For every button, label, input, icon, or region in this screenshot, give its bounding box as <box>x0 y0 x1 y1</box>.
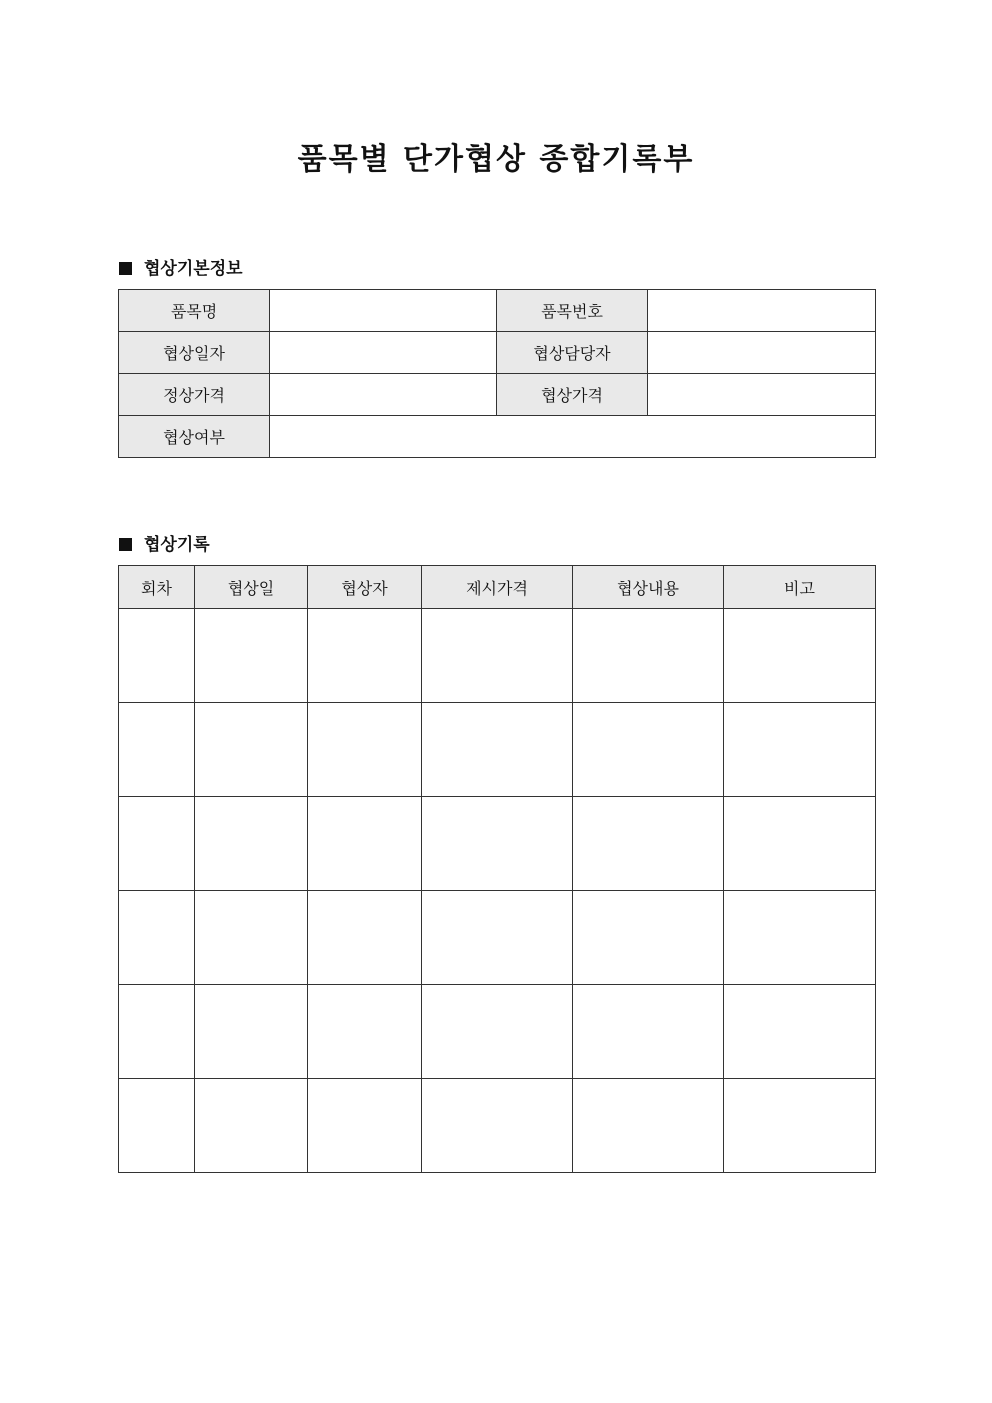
section-heading-label: 협상기록 <box>144 535 210 555</box>
table-cell[interactable] <box>724 703 876 797</box>
table-cell[interactable] <box>195 609 308 703</box>
regular-price-label: 정상가격 <box>119 374 270 416</box>
nego-price-label: 협상가격 <box>497 374 648 416</box>
table-row <box>119 374 876 416</box>
nego-status-label: 협상여부 <box>119 416 270 458</box>
basic-info-table <box>118 289 876 458</box>
page-title: 품목별 단가협상 종합기록부 <box>297 142 695 177</box>
table-cell[interactable] <box>119 703 195 797</box>
section-heading-label: 협상기본정보 <box>144 259 243 279</box>
table-cell[interactable] <box>119 609 195 703</box>
regular-price-field[interactable] <box>270 374 497 416</box>
table-row <box>119 891 876 985</box>
table-row <box>119 609 876 703</box>
square-bullet-icon <box>119 262 132 275</box>
table-cell[interactable] <box>308 703 422 797</box>
table-cell[interactable] <box>308 891 422 985</box>
table-cell[interactable] <box>724 1079 876 1173</box>
table-cell[interactable] <box>724 797 876 891</box>
item-number-label: 품목번호 <box>497 290 648 332</box>
table-cell[interactable] <box>195 891 308 985</box>
table-cell[interactable] <box>308 1079 422 1173</box>
table-cell[interactable] <box>195 985 308 1079</box>
table-cell[interactable] <box>308 609 422 703</box>
table-row <box>119 416 876 458</box>
table-cell[interactable] <box>119 985 195 1079</box>
table-cell[interactable] <box>422 609 573 703</box>
section-heading-basic-info <box>119 254 243 279</box>
table-row <box>119 290 876 332</box>
column-header-round: 회차 <box>119 566 195 609</box>
table-cell[interactable] <box>724 609 876 703</box>
item-number-field[interactable] <box>648 290 876 332</box>
table-cell[interactable] <box>195 1079 308 1173</box>
column-header-nego-content: 협상내용 <box>573 566 724 609</box>
column-header-nego-date: 협상일 <box>195 566 308 609</box>
nego-price-field[interactable] <box>648 374 876 416</box>
table-row <box>119 797 876 891</box>
table-cell[interactable] <box>119 1079 195 1173</box>
table-cell[interactable] <box>422 985 573 1079</box>
table-cell[interactable] <box>119 891 195 985</box>
table-cell[interactable] <box>119 797 195 891</box>
square-bullet-icon <box>119 538 132 551</box>
table-row <box>119 1079 876 1173</box>
table-cell[interactable] <box>422 1079 573 1173</box>
nego-status-field[interactable] <box>270 416 876 458</box>
table-header-row <box>119 566 876 609</box>
table-cell[interactable] <box>573 1079 724 1173</box>
item-name-field[interactable] <box>270 290 497 332</box>
column-header-remarks: 비고 <box>724 566 876 609</box>
nego-date-field[interactable] <box>270 332 497 374</box>
item-name-label: 품목명 <box>119 290 270 332</box>
table-cell[interactable] <box>573 703 724 797</box>
nego-manager-field[interactable] <box>648 332 876 374</box>
table-cell[interactable] <box>573 891 724 985</box>
table-row <box>119 703 876 797</box>
nego-manager-label: 협상담당자 <box>497 332 648 374</box>
table-row <box>119 985 876 1079</box>
table-cell[interactable] <box>422 891 573 985</box>
table-cell[interactable] <box>195 703 308 797</box>
nego-record-table <box>118 565 876 1173</box>
table-cell[interactable] <box>308 985 422 1079</box>
table-cell[interactable] <box>724 891 876 985</box>
table-row <box>119 332 876 374</box>
nego-date-label: 협상일자 <box>119 332 270 374</box>
column-header-offered-price: 제시가격 <box>422 566 573 609</box>
table-cell[interactable] <box>422 797 573 891</box>
table-cell[interactable] <box>573 985 724 1079</box>
table-cell[interactable] <box>308 797 422 891</box>
column-header-negotiator: 협상자 <box>308 566 422 609</box>
table-cell[interactable] <box>422 703 573 797</box>
section-heading-records <box>119 530 210 555</box>
table-cell[interactable] <box>195 797 308 891</box>
table-cell[interactable] <box>573 609 724 703</box>
table-cell[interactable] <box>724 985 876 1079</box>
table-cell[interactable] <box>573 797 724 891</box>
